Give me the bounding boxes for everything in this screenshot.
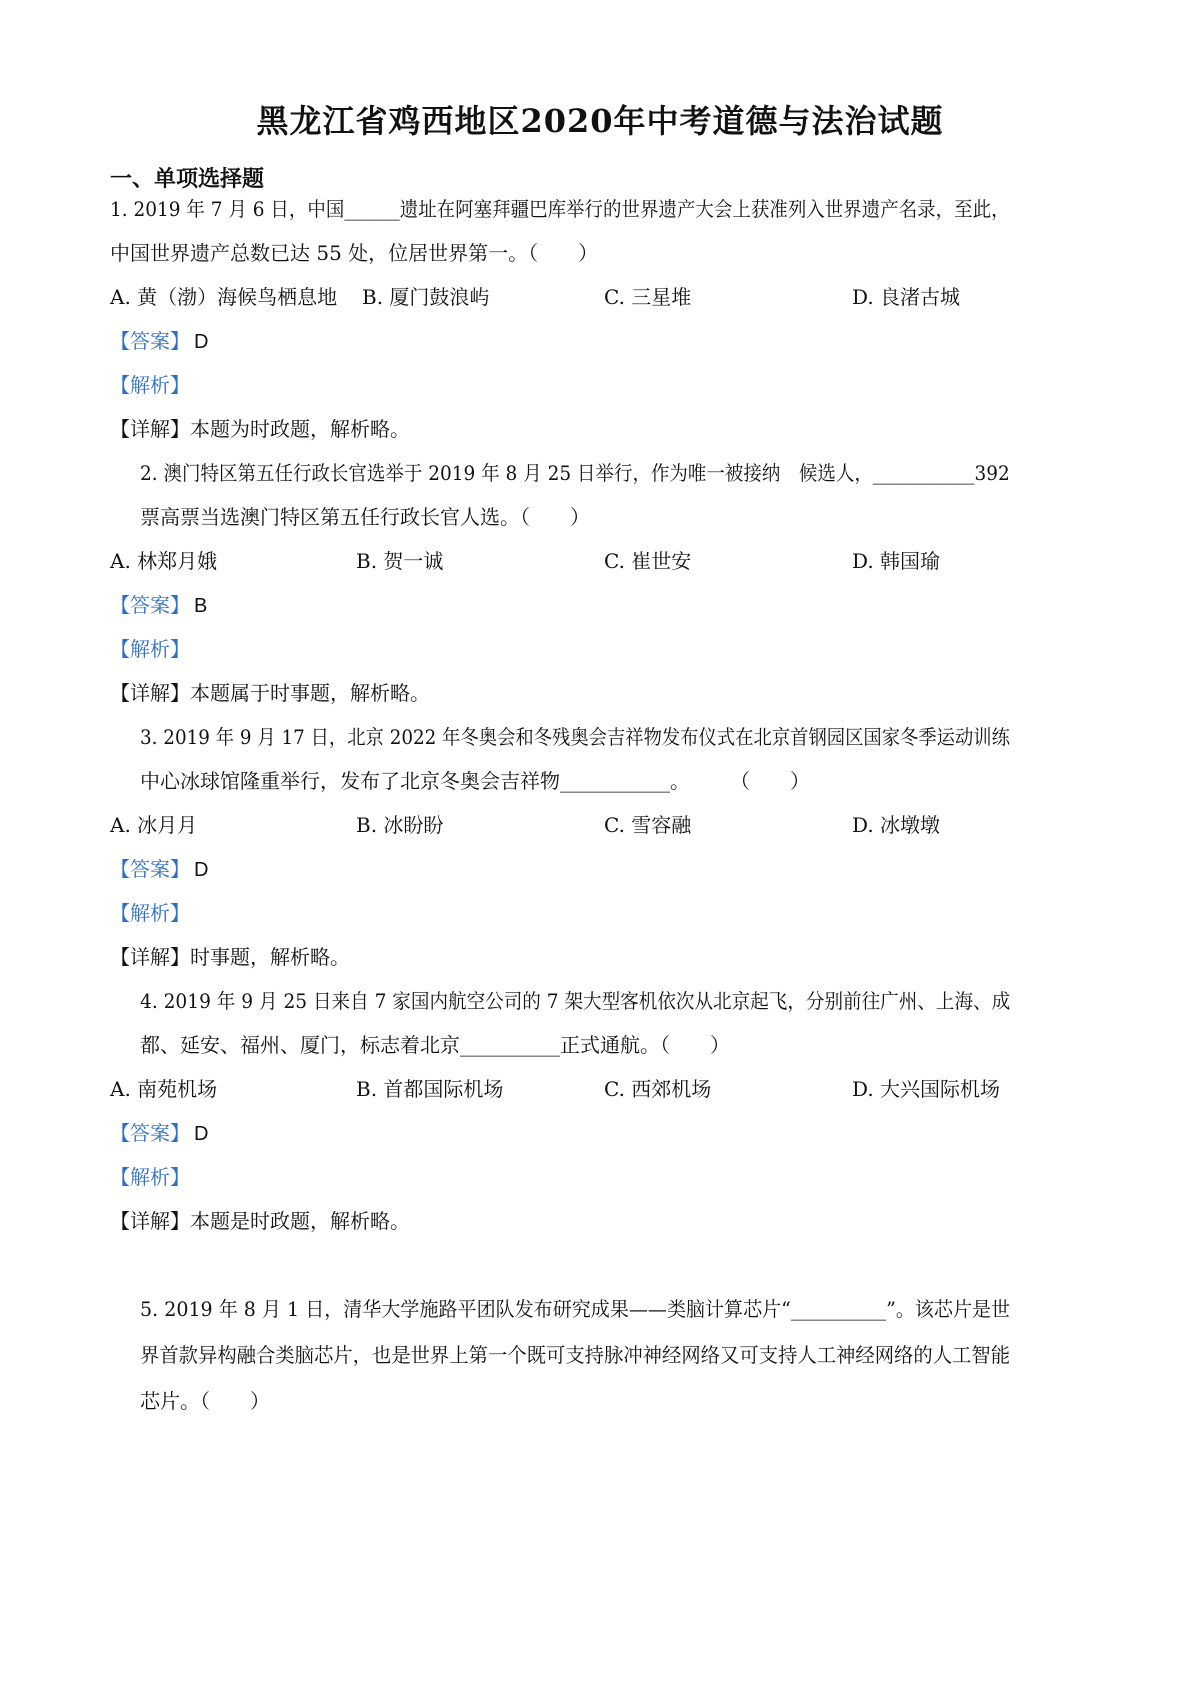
document-title: 黑龙江省鸡西地区2020年中考道德与法治试题 [256,102,944,140]
question-2-line-2: 票高票当选澳门特区第五任行政长官人选。（ ） [140,505,590,529]
answer-label: 【答案】 [110,329,190,353]
question-3-answer [110,856,208,883]
question-2-detail: 【详解】本题属于时事题，解析略。 [110,681,430,705]
question-2-answer [110,592,207,619]
question-1-option-b: B. 厦门鼓浪屿 [362,285,490,309]
question-1-option-c: C. 三星堆 [604,285,692,309]
question-4-detail: 【详解】本题是时政题，解析略。 [110,1209,410,1233]
answer-label: 【答案】 [110,593,190,617]
question-3-option-c: C. 雪容融 [604,813,692,837]
question-3-option-a: A. 冰月月 [110,813,198,837]
question-4-option-c: C. 西郊机场 [604,1077,712,1101]
question-4-line-2: 都、延安、福州、厦门，标志着北京__________正式通航。（ ） [140,1033,730,1057]
question-4-answer [110,1120,208,1147]
question-4-option-d: D. 大兴国际机场 [852,1077,1001,1101]
question-3-analysis-label: 【解析】 [110,901,190,925]
question-5-line-2: 界首款异构融合类脑芯片，也是世界上第一个既可支持脉冲神经网络又可支持人工神经网络的人工智能 [140,1343,1011,1367]
question-4-analysis-label: 【解析】 [110,1165,190,1189]
question-5-line-1: 5. 2019 年 8 月 1 日，清华大学施路平团队发布研究成果——类脑计算芯片“__________”。该芯片是世 [140,1297,1011,1321]
question-1-option-d: D. 良渚古城 [852,285,961,309]
question-3-option-b: B. 冰盼盼 [356,813,444,837]
answer-value: D [194,331,209,353]
question-4-line-1: 4. 2019 年 9 月 25 日来自 7 家国内航空公司的 7 架大型客机依次从北京起飞，分别前往广州、上海、成 [140,989,1011,1013]
question-3-option-d: D. 冰墩墩 [852,813,941,837]
question-2-option-a: A. 林郑月娥 [110,549,218,573]
question-2-analysis-label: 【解析】 [110,637,190,661]
question-1-line-2: 中国世界遗产总数已达 55 处，位居世界第一。（ ） [110,241,599,265]
question-2-line-1: 2. 澳门特区第五任行政长官选举于 2019 年 8 月 25 日举行，作为唯一被接纳 候选人，___________392 [140,461,1010,485]
question-1-answer [110,328,208,355]
question-3-line-1: 3. 2019 年 9 月 17 日，北京 2022 年冬奥会和冬残奥会吉祥物发布仪式在北京首钢园区国家冬季运动训练 [140,725,1010,749]
question-3-line-2: 中心冰球馆隆重举行，发布了北京冬奥会吉祥物___________。 （ ） [140,769,810,793]
section-heading: 一、单项选择题 [110,166,265,192]
answer-label: 【答案】 [110,1121,190,1145]
answer-label: 【答案】 [110,857,190,881]
question-2-option-c: C. 崔世安 [604,549,692,573]
answer-value: D [194,859,209,881]
question-1-analysis-label: 【解析】 [110,373,190,397]
question-1-detail: 【详解】本题为时政题，解析略。 [110,417,410,441]
question-2-option-d: D. 韩国瑜 [852,549,941,573]
question-4-option-a: A. 南苑机场 [110,1077,218,1101]
question-1-option-a: A. 黄（渤）海候鸟栖息地 [110,285,338,309]
question-4-option-b: B. 首都国际机场 [356,1077,504,1101]
question-1-line-1: 1. 2019 年 7 月 6 日，中国______遗址在阿塞拜疆巴库举行的世界遗产大会上获准列入世界遗产名录，至此， [110,197,1010,221]
question-3-detail: 【详解】时事题，解析略。 [110,945,350,969]
answer-value: D [194,1123,209,1145]
question-2-option-b: B. 贺一诚 [356,549,444,573]
question-5-line-3: 芯片。（ ） [140,1389,270,1413]
answer-value: B [194,595,208,617]
